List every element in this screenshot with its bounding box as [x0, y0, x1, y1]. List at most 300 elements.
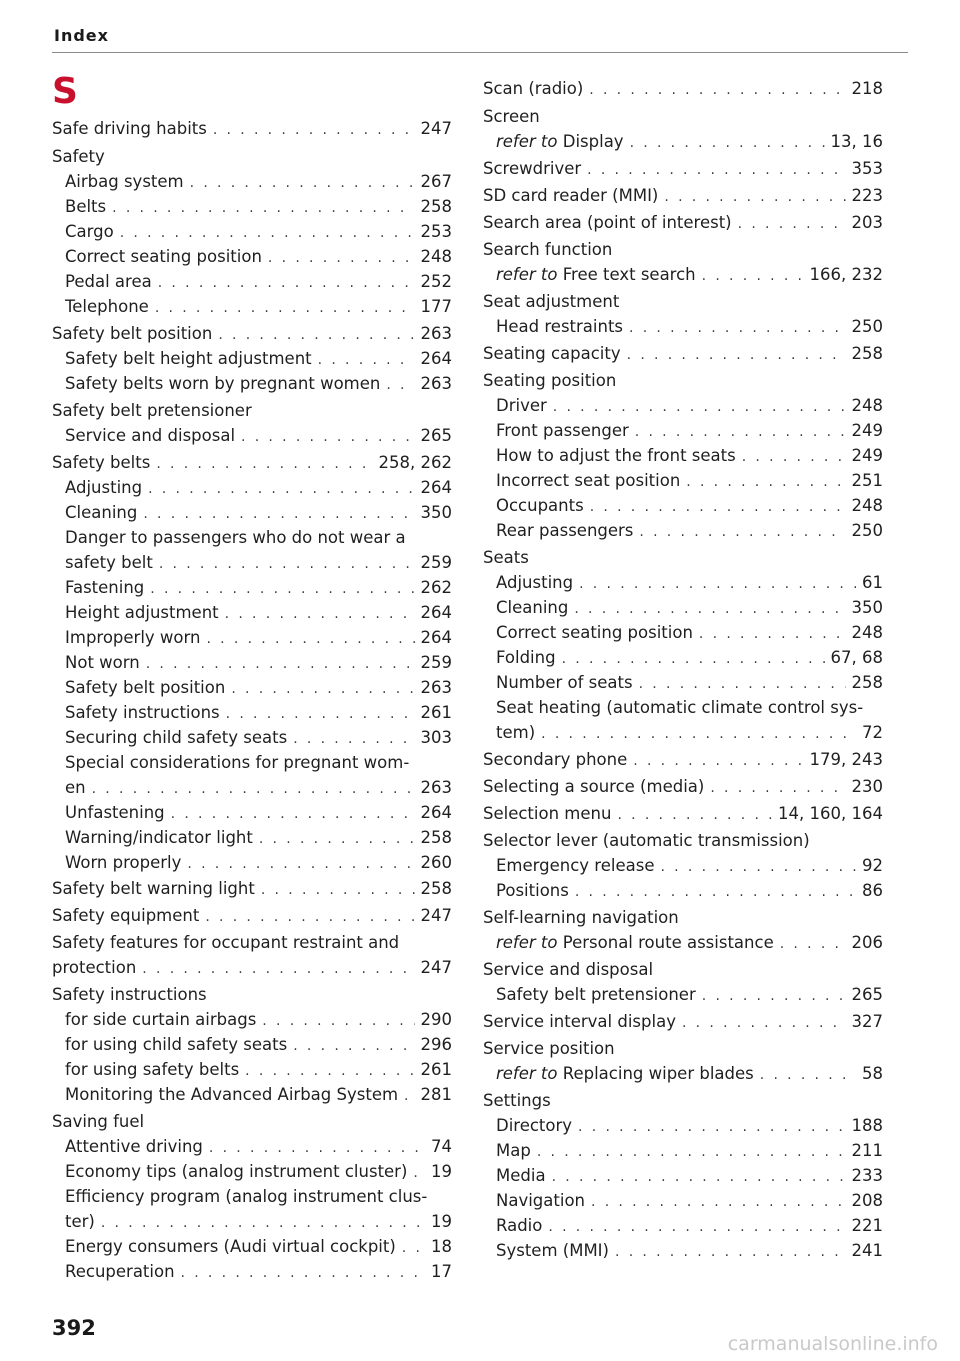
entry-text: Seat adjustment	[483, 292, 620, 311]
dot-leader	[686, 470, 845, 494]
cross-reference: refer to	[496, 933, 558, 952]
entry-label	[65, 1160, 407, 1184]
entry-label	[496, 519, 633, 543]
index-entry	[52, 145, 452, 169]
entry-pages: 264	[420, 803, 452, 822]
dot-leader	[261, 878, 415, 902]
entry-label	[496, 263, 696, 287]
entry-text: Safety instructions	[65, 703, 220, 722]
entry-pages: 19	[431, 1212, 452, 1231]
entry-text: Safety belt position	[52, 324, 213, 343]
dot-leader	[537, 1140, 846, 1164]
entry-pages: 250	[851, 521, 883, 540]
entry-pages: 17	[431, 1262, 452, 1281]
dot-leader	[664, 185, 845, 209]
entry-text: Display	[562, 132, 624, 151]
entry-label	[496, 315, 623, 339]
index-entry	[496, 931, 883, 955]
index-entry	[65, 295, 452, 319]
index-entry	[65, 220, 452, 244]
entry-label	[52, 1110, 144, 1134]
entry-pages: 211	[851, 1141, 883, 1160]
dot-leader	[190, 171, 415, 195]
entry-pages: 67, 68	[830, 648, 883, 667]
entry-pages: 251	[851, 471, 883, 490]
index-entry	[65, 1008, 452, 1032]
index-entry	[65, 701, 452, 725]
entry-pages: 353	[851, 159, 883, 178]
entry-label	[65, 726, 287, 750]
entry-text: Safety belt pretensioner	[496, 985, 696, 1004]
entry-pages: 206	[851, 933, 883, 952]
entry-label	[483, 546, 529, 570]
entry-pages: 248	[851, 396, 883, 415]
entry-pages: 263	[420, 778, 452, 797]
entry-text: Search area (point of interest)	[483, 213, 732, 232]
entry-label	[65, 476, 142, 500]
entry-label	[483, 369, 616, 393]
entry-pages: 241	[851, 1241, 883, 1260]
entry-label	[52, 931, 399, 955]
entry-label	[52, 451, 150, 475]
entry-text: Economy tips (analog instrument cluster)	[65, 1162, 408, 1181]
index-entry	[65, 476, 452, 500]
entry-label	[496, 721, 535, 745]
index-entry	[65, 826, 452, 850]
entry-text: Airbag system	[65, 172, 184, 191]
entry-label	[52, 399, 252, 423]
entry-text: How to adjust the front seats	[496, 446, 736, 465]
entry-label	[65, 1185, 427, 1209]
entry-text: Head restraints	[496, 317, 624, 336]
entry-label	[65, 1058, 239, 1082]
index-entry	[496, 419, 883, 443]
index-entry	[65, 1235, 452, 1259]
index-entry	[65, 1033, 452, 1057]
entry-pages: 218	[851, 79, 883, 98]
dot-leader	[402, 1236, 425, 1260]
dot-leader	[635, 420, 846, 444]
entry-pages: 14, 160, 164	[778, 804, 883, 823]
entry-pages: 258, 262	[378, 453, 452, 472]
entry-label	[483, 1037, 615, 1061]
dot-leader	[262, 1009, 414, 1033]
dot-leader	[156, 452, 372, 476]
entry-text: Selector lever (automatic transmission)	[483, 831, 810, 850]
entry-text: Secondary phone	[483, 750, 628, 769]
entry-label	[483, 184, 658, 208]
entry-pages: 281	[420, 1085, 452, 1104]
index-entry	[483, 211, 883, 235]
entry-pages: 263	[420, 324, 452, 343]
entry-label	[483, 958, 653, 982]
entry-text: Telephone	[65, 297, 149, 316]
entry-pages: 61	[862, 573, 883, 592]
entry-label	[65, 651, 140, 675]
dot-leader	[225, 602, 415, 626]
entry-text: Improperly worn	[65, 628, 201, 647]
entry-label	[65, 347, 312, 371]
dot-leader	[241, 425, 414, 449]
entry-pages: 248	[420, 247, 452, 266]
entry-text: Correct seating position	[65, 247, 262, 266]
index-entry	[52, 904, 452, 928]
dot-leader	[574, 597, 845, 621]
cross-reference: refer to	[496, 1064, 558, 1083]
index-entry	[483, 105, 883, 129]
entry-pages: 203	[851, 213, 883, 232]
entry-label	[52, 322, 212, 346]
entry-text: Safety belts worn by pregnant women	[65, 374, 381, 393]
dot-leader	[591, 1190, 846, 1214]
entry-pages: 350	[420, 503, 452, 522]
entry-label	[483, 1010, 676, 1034]
index-entry	[483, 958, 883, 982]
index-entry	[65, 501, 452, 525]
index-entry	[483, 802, 883, 826]
entry-pages: 223	[851, 186, 883, 205]
index-entry	[483, 775, 883, 799]
entry-label	[496, 621, 693, 645]
dot-leader	[205, 905, 414, 929]
entry-text: Warning/indicator light	[65, 828, 253, 847]
entry-text: Safe driving habits	[52, 119, 207, 138]
entry-text: for using safety belts	[65, 1060, 240, 1079]
entry-label	[65, 676, 225, 700]
entry-pages: 247	[420, 119, 452, 138]
entry-label	[496, 1214, 542, 1238]
entry-label	[483, 77, 583, 101]
entry-pages: 259	[420, 553, 452, 572]
index-entry	[65, 576, 452, 600]
entry-label	[65, 295, 149, 319]
entry-pages: 264	[420, 603, 452, 622]
entry-label	[65, 1135, 203, 1159]
dot-leader	[702, 264, 804, 288]
dot-leader	[587, 158, 845, 182]
index-entry	[496, 621, 883, 645]
entry-pages: 303	[420, 728, 452, 747]
entry-label	[483, 105, 540, 129]
entry-text: Safety belt height adjustment	[65, 349, 312, 368]
index-entry	[65, 851, 452, 875]
entry-text: Navigation	[496, 1191, 585, 1210]
entry-pages: 259	[420, 653, 452, 672]
entry-label	[65, 1033, 287, 1057]
dot-leader	[120, 221, 415, 245]
dot-leader	[112, 196, 414, 220]
entry-label	[65, 801, 165, 825]
entry-pages: 263	[420, 678, 452, 697]
dot-leader	[158, 271, 415, 295]
entry-text: Adjusting	[496, 573, 574, 592]
entry-text: Service position	[483, 1039, 615, 1058]
entry-pages: 264	[420, 478, 452, 497]
entry-label	[483, 157, 581, 181]
entry-text: Screen	[483, 107, 540, 126]
entry-label	[65, 424, 235, 448]
entry-pages: 258	[851, 673, 883, 692]
dot-leader	[617, 803, 772, 827]
entry-text: Directory	[496, 1116, 573, 1135]
index-entry	[496, 1239, 883, 1263]
index-entry	[65, 1210, 452, 1234]
index-entry	[496, 494, 883, 518]
entry-pages: 179, 243	[809, 750, 883, 769]
dot-leader	[148, 477, 414, 501]
entry-label	[496, 854, 654, 878]
dot-leader	[589, 78, 845, 102]
dot-leader	[213, 118, 415, 142]
entry-pages: 258	[420, 879, 452, 898]
index-entry	[496, 315, 883, 339]
entry-text: Recuperation	[65, 1262, 175, 1281]
index-entry	[496, 596, 883, 620]
index-entry	[65, 195, 452, 219]
entry-text: Saving fuel	[52, 1112, 145, 1131]
dot-leader	[259, 827, 415, 851]
index-entry	[496, 1189, 883, 1213]
entry-label	[496, 596, 568, 620]
entry-label	[483, 802, 611, 826]
dot-leader	[101, 1211, 425, 1235]
index-entry	[65, 776, 452, 800]
index-entry	[483, 77, 883, 101]
entry-label	[483, 906, 679, 930]
entry-pages: 250	[851, 317, 883, 336]
entry-text: Safety belt pretensioner	[52, 401, 252, 420]
entry-label	[65, 1235, 396, 1259]
entry-label	[496, 571, 573, 595]
dot-leader	[245, 1059, 414, 1083]
index-entry	[483, 829, 883, 853]
cross-reference: refer to	[496, 132, 558, 151]
entry-pages: 258	[851, 344, 883, 363]
entry-label	[65, 776, 86, 800]
entry-text: Not worn	[65, 653, 140, 672]
entry-label	[65, 270, 152, 294]
entry-label	[52, 117, 207, 141]
entry-text: Seats	[483, 548, 529, 567]
dot-leader	[699, 622, 846, 646]
entry-text: Safety	[52, 147, 105, 166]
index-entry	[65, 551, 452, 575]
section-letter: S	[52, 71, 78, 112]
index-entry	[496, 394, 883, 418]
index-entry	[65, 170, 452, 194]
entry-pages: 18	[431, 1237, 452, 1256]
entry-text: Monitoring the Advanced Airbag System	[65, 1085, 399, 1104]
entry-text: Pedal area	[65, 272, 152, 291]
entry-text: Rear passengers	[496, 521, 634, 540]
dot-leader	[92, 777, 415, 801]
dot-leader	[218, 323, 414, 347]
entry-label	[65, 501, 137, 525]
entry-label	[496, 469, 680, 493]
index-entry	[52, 399, 452, 423]
entry-pages: 249	[851, 446, 883, 465]
entry-label	[52, 145, 105, 169]
entry-text: Self-learning navigation	[483, 908, 679, 927]
dot-leader	[268, 246, 415, 270]
entry-text: protection	[52, 958, 137, 977]
entry-pages: 290	[420, 1010, 452, 1029]
entry-pages: 253	[420, 222, 452, 241]
entry-pages: 258	[420, 828, 452, 847]
dot-leader	[181, 1261, 425, 1285]
index-entry	[65, 801, 452, 825]
entry-text: Front passenger	[496, 421, 629, 440]
index-entry	[496, 696, 883, 720]
dot-leader	[318, 348, 415, 372]
entry-pages: 264	[420, 628, 452, 647]
entry-text: System (MMI)	[496, 1241, 609, 1260]
index-entry	[65, 651, 452, 675]
entry-text: Adjusting	[65, 478, 143, 497]
index-entry	[65, 1083, 452, 1107]
dot-leader	[639, 520, 845, 544]
entry-text: Incorrect seat position	[496, 471, 681, 490]
entry-pages: 247	[420, 958, 452, 977]
index-entry	[496, 1062, 883, 1086]
index-entry	[65, 1058, 452, 1082]
entry-text: Number of seats	[496, 673, 633, 692]
entry-text: Settings	[483, 1091, 551, 1110]
index-entry	[52, 931, 452, 955]
entry-text: Fastening	[65, 578, 145, 597]
dot-leader	[578, 1115, 845, 1139]
entry-text: Positions	[496, 881, 569, 900]
entry-label	[496, 646, 556, 670]
entry-pages: 249	[851, 421, 883, 440]
entry-label	[496, 1164, 546, 1188]
entry-label	[52, 904, 199, 928]
entry-label	[483, 829, 810, 853]
entry-label	[483, 342, 621, 366]
entry-text: Attentive driving	[65, 1137, 203, 1156]
entry-text: Scan (radio)	[483, 79, 584, 98]
entry-text: Safety belt position	[65, 678, 226, 697]
entry-pages: 13, 16	[830, 132, 883, 151]
entry-label	[496, 444, 736, 468]
index-entry	[496, 571, 883, 595]
dot-leader	[209, 1136, 425, 1160]
index-entry	[65, 1185, 452, 1209]
entry-text: Correct seating position	[496, 623, 693, 642]
entry-pages: 92	[862, 856, 883, 875]
index-entry	[52, 1110, 452, 1134]
entry-pages: 247	[420, 906, 452, 925]
entry-text: Free text search	[562, 265, 696, 284]
entry-text: Seating position	[483, 371, 617, 390]
entry-pages: 262	[420, 578, 452, 597]
dot-leader	[206, 627, 414, 651]
entry-pages: 252	[420, 272, 452, 291]
entry-text: Screwdriver	[483, 159, 582, 178]
entry-pages: 208	[851, 1191, 883, 1210]
entry-label	[65, 1083, 398, 1107]
entry-pages: 263	[420, 374, 452, 393]
running-header: Index	[54, 26, 109, 45]
index-entry	[65, 1260, 452, 1284]
entry-label	[496, 1239, 609, 1263]
entry-text: safety belt	[65, 553, 153, 572]
dot-leader	[146, 652, 415, 676]
entry-label	[65, 851, 181, 875]
page-number: 392	[52, 1316, 96, 1340]
index-entry	[65, 626, 452, 650]
entry-pages: 248	[851, 496, 883, 515]
dot-leader	[155, 296, 415, 320]
index-entry	[65, 751, 452, 775]
entry-text: Energy consumers (Audi virtual cockpit)	[65, 1237, 396, 1256]
entry-label	[65, 626, 200, 650]
entry-pages: 265	[420, 426, 452, 445]
index-entry	[65, 676, 452, 700]
index-entry	[483, 184, 883, 208]
index-entry	[496, 1139, 883, 1163]
index-entry	[65, 601, 452, 625]
entry-text: Map	[496, 1141, 531, 1160]
dot-leader	[143, 502, 414, 526]
entry-label	[483, 290, 619, 314]
entry-pages: 74	[431, 1137, 452, 1156]
entry-text: en	[65, 778, 86, 797]
index-entry	[496, 879, 883, 903]
dot-leader	[404, 1084, 414, 1108]
index-entry	[496, 1164, 883, 1188]
index-entry	[483, 906, 883, 930]
entry-pages: 86	[862, 881, 883, 900]
entry-label	[496, 394, 547, 418]
entry-pages: 233	[851, 1166, 883, 1185]
entry-pages: 261	[420, 703, 452, 722]
index-entry	[52, 117, 452, 141]
dot-leader	[553, 395, 846, 419]
index-entry	[483, 369, 883, 393]
index-entry	[496, 983, 883, 1007]
entry-pages: 296	[420, 1035, 452, 1054]
entry-label	[65, 526, 406, 550]
entry-label	[496, 1114, 572, 1138]
entry-label	[65, 1260, 175, 1284]
entry-pages: 261	[420, 1060, 452, 1079]
index-entry	[483, 238, 883, 262]
entry-label	[65, 826, 253, 850]
entry-text: tem)	[496, 723, 536, 742]
dot-leader	[293, 1034, 414, 1058]
dot-leader	[293, 727, 414, 751]
entry-text: Safety equipment	[52, 906, 200, 925]
entry-text: Cleaning	[65, 503, 138, 522]
index-entry	[52, 451, 452, 475]
entry-pages: 221	[851, 1216, 883, 1235]
entry-text: Safety belt warning light	[52, 879, 255, 898]
dot-leader	[575, 880, 856, 904]
index-entry	[496, 130, 883, 154]
entry-pages: 350	[851, 598, 883, 617]
index-entry	[483, 1089, 883, 1113]
dot-leader	[630, 131, 825, 155]
entry-text: Cleaning	[496, 598, 569, 617]
entry-pages: 267	[420, 172, 452, 191]
index-entry	[496, 721, 883, 745]
entry-text: Seating capacity	[483, 344, 621, 363]
dot-leader	[548, 1215, 845, 1239]
dot-leader	[562, 647, 825, 671]
entry-text: Unfastening	[65, 803, 165, 822]
entry-text: Emergency release	[496, 856, 655, 875]
